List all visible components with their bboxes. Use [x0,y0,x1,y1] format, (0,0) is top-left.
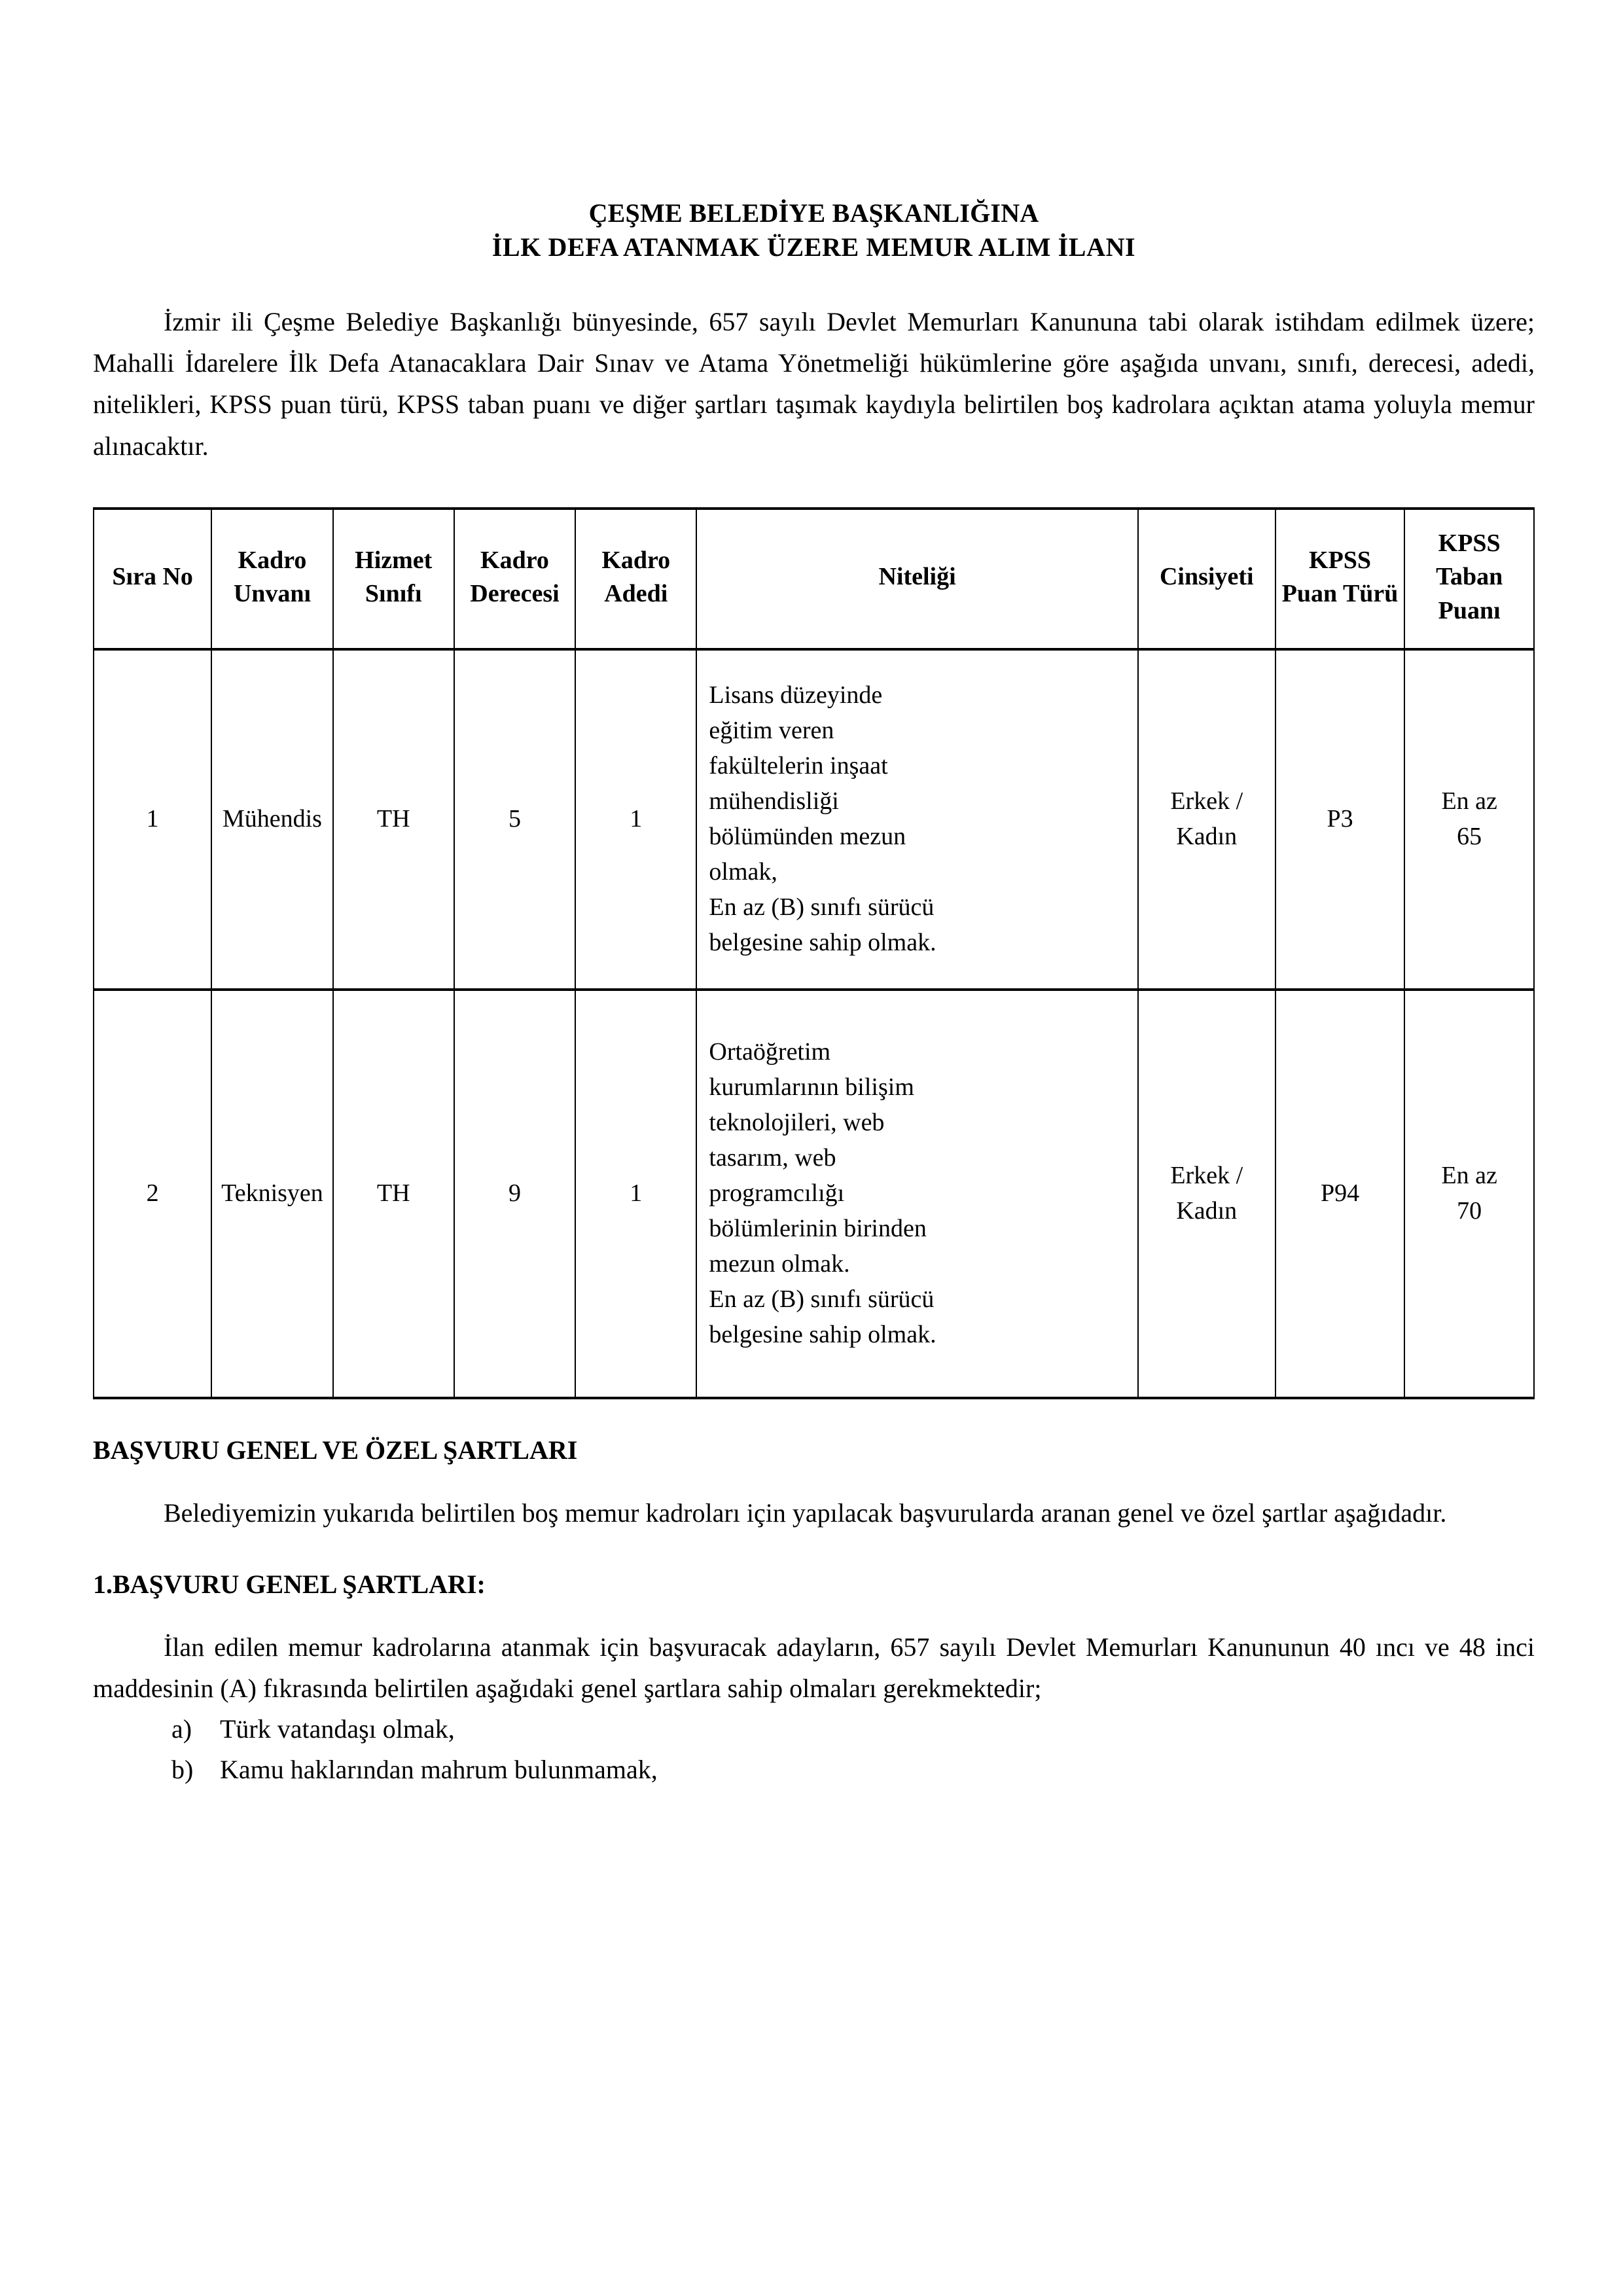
list-item [93,1709,1535,1749]
spacer [93,1534,1535,1565]
column-header-hizmet-sinifi [333,509,454,649]
genel-sartlari-heading: 1.BAŞVURU GENEL ŞARTLARI: [93,1569,486,1599]
column-header-kadro-unvani [211,509,332,649]
column-header-kadro-derecesi [454,509,575,649]
niteligi-line: bölümünden mezun [709,822,906,850]
list-item [93,1749,1535,1790]
header-kadro-derecesi-line1: Kadro [480,546,549,574]
cell-cinsiyeti [1138,649,1275,990]
header-kpss-taban-puani-line2: Taban [1436,563,1503,591]
list-marker: b) [171,1755,194,1785]
header-kpss-puan-turu-line3: Türü [1342,580,1399,608]
cell-kadro-unvani: Mühendis [211,649,332,990]
header-hizmet-sinifi-line1: Hizmet [355,546,433,574]
spacer [93,1604,1535,1626]
cell-kadro-derecesi: 9 [454,990,575,1398]
spacer [93,1399,1535,1431]
page-title [93,196,1535,264]
niteligi-line: Lisans düzeyinde [709,681,883,709]
cell-hizmet-sinifi: TH [333,649,454,990]
niteligi-line: Ortaöğretim [709,1037,831,1066]
column-header-sira-no [94,509,211,649]
kadro-table [93,507,1535,1399]
niteligi-line: En az (B) sınıfı sürücü [709,893,935,921]
column-header-cinsiyeti: Cinsiyeti [1138,509,1275,649]
niteligi-line: eğitim veren [709,716,834,744]
column-header-kadro-adedi [575,509,696,649]
kpss-taban-line1: En az [1441,787,1497,815]
header-kadro-unvani-line2: Unvanı [233,580,312,608]
table-header-row [94,509,1534,649]
header-hizmet-sinifi-line2: Sınıfı [365,580,422,608]
cell-sira-no: 2 [94,990,211,1398]
list-marker: a) [171,1714,192,1744]
header-kadro-adedi-line2: Adedi [604,580,668,608]
list-item-text: Türk vatandaşı olmak, [220,1714,455,1744]
header-kpss-puan-turu-line2: Puan [1281,580,1338,608]
kpss-taban-line2: 65 [1457,822,1482,850]
cell-cinsiyeti [1138,990,1275,1398]
cell-kadro-adedi: 1 [575,649,696,990]
cinsiyeti-line2: Kadın [1176,1196,1238,1225]
niteligi-line: kurumlarının bilişim [709,1073,914,1101]
niteligi-line: programcılığı [709,1179,845,1207]
header-kpss-taban-puani-line1: KPSS [1438,529,1501,557]
niteligi-line: fakültelerin inşaat [709,751,888,780]
column-header-kpss-puan-turu [1275,509,1405,649]
kpss-taban-line2: 70 [1457,1196,1482,1225]
cell-kpss-puan-turu: P3 [1275,649,1405,990]
column-header-niteligi: Niteliği [696,509,1137,649]
cell-hizmet-sinifi: TH [333,990,454,1398]
cell-kadro-unvani: Teknisyen [211,990,332,1398]
table-row [94,990,1534,1398]
header-kpss-puan-turu-line1: KPSS [1309,546,1372,574]
cell-kpss-taban-puani [1404,649,1534,990]
cell-kpss-taban-puani [1404,990,1534,1398]
basvuru-sartlari-heading: BAŞVURU GENEL VE ÖZEL ŞARTLARI [93,1435,578,1465]
niteligi-line: belgesine sahip olmak. [709,928,936,956]
cell-sira-no: 1 [94,649,211,990]
header-sira-no-line1: Sıra [112,563,156,591]
niteligi-line: teknolojileri, web [709,1108,885,1136]
title-line-1: ÇEŞME BELEDİYE BAŞKANLIĞINA [588,198,1039,228]
column-header-kpss-taban-puani [1404,509,1534,649]
list-item-text: Kamu haklarından mahrum bulunmamak, [220,1755,658,1785]
niteligi-line: mühendisliği [709,787,839,815]
cinsiyeti-line1: Erkek / [1170,787,1243,815]
cell-niteligi [696,649,1137,990]
niteligi-line: En az (B) sınıfı sürücü [709,1285,935,1313]
genel-sartlari-list [93,1709,1535,1790]
title-line-2: İLK DEFA ATANMAK ÜZERE MEMUR ALIM İLANI [491,232,1136,262]
kpss-taban-line1: En az [1441,1161,1497,1189]
cinsiyeti-line1: Erkek / [1170,1161,1243,1189]
cell-niteligi [696,990,1137,1398]
spacer [93,1470,1535,1492]
cinsiyeti-line2: Kadın [1176,822,1238,850]
header-sira-no-line2: No [162,563,193,591]
niteligi-line: mezun olmak. [709,1249,850,1278]
niteligi-line: olmak, [709,857,777,886]
table-row [94,649,1534,990]
cell-kadro-derecesi: 5 [454,649,575,990]
niteligi-line: bölümlerinin birinden [709,1214,927,1242]
intro-paragraph: İzmir ili Çeşme Belediye Başkanlığı bünyesinde, 657 sayılı Devlet Memurları Kanununa tabi olarak istihdam edilmek üzere; Mahalli İdarelere İlk Defa Atanacaklara Dair Sınav ve Atama Yönetmeliği hükümlerine göre aşağıda unvanı, sınıfı, derecesi, adedi, nitelikleri, KPSS puan türü, KPSS taban puanı ve diğer şartları taşımak kaydıyla belirtilen boş kadrolara açıktan atama yoluyla memur alınacaktır. [93,307,1535,461]
header-kadro-adedi-line1: Kadro [601,546,671,574]
niteligi-line: tasarım, web [709,1143,836,1172]
header-kadro-unvani-line1: Kadro [238,546,307,574]
header-kadro-derecesi-line2: Derecesi [470,580,560,608]
cell-kadro-adedi: 1 [575,990,696,1398]
genel-sartlari-paragraph: İlan edilen memur kadrolarına atanmak için başvuracak adayların, 657 sayılı Devlet Memurları Kanununun 40 ıncı ve 48 inci maddesinin (A) fıkrasında belirtilen aşağıdaki genel şartlara sahip olmaları gerekmektedir; [93,1632,1535,1704]
niteligi-line: belgesine sahip olmak. [709,1320,936,1348]
cell-kpss-puan-turu: P94 [1275,990,1405,1398]
header-kpss-taban-puani-line3: Puanı [1438,597,1501,625]
basvuru-sartlari-paragraph: Belediyemizin yukarıda belirtilen boş memur kadroları için yapılacak başvurularda aranan genel ve özel şartlar aşağıdadır. [164,1498,1447,1528]
